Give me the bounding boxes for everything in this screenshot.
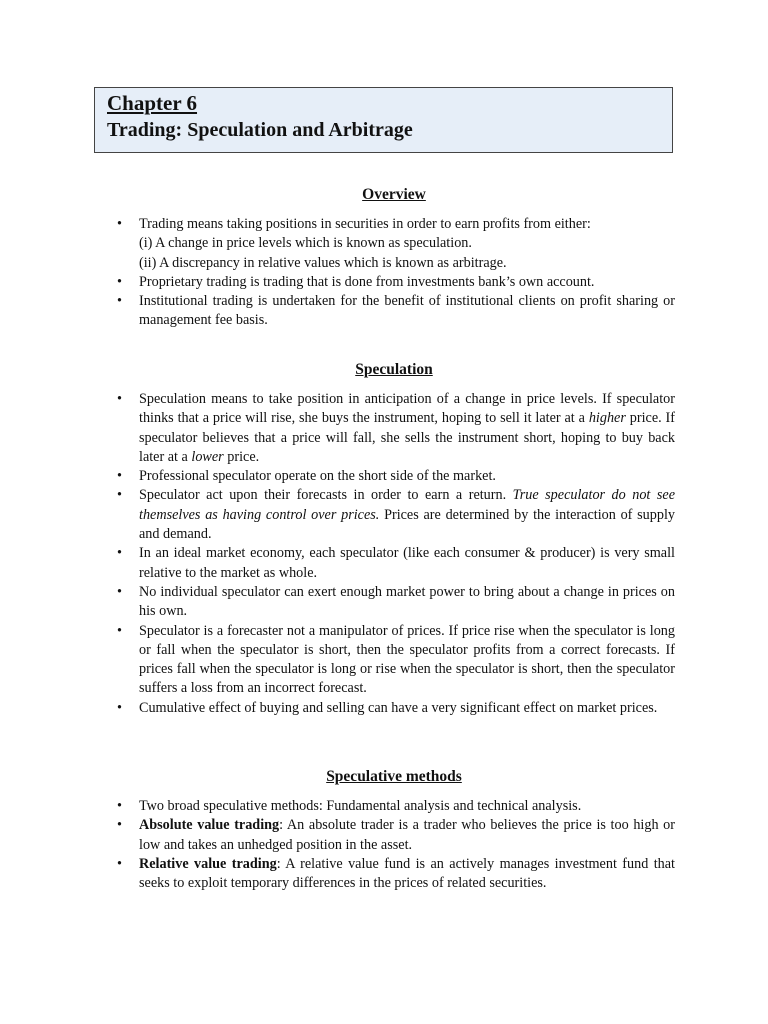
list-item: [113, 816, 675, 855]
chapter-header-box: [94, 87, 673, 153]
list-item: • Cumulative effect of buying and selling can have a very significant effect on market prices.: [113, 699, 675, 718]
list-item: • Two broad speculative methods: Fundamental analysis and technical analysis.: [113, 797, 675, 816]
overview-section: [113, 185, 675, 331]
methods-heading: Speculative methods: [326, 768, 462, 785]
list-item: • In an ideal market economy, each speculator (like each consumer & producer) is very small relative to the market as whole.: [113, 544, 675, 583]
text-run: Speculation means to take position in anticipation of a change in price levels. If speculator thinks that a price will rise, she buys the instrument, hoping to sell it later at a: [139, 391, 675, 427]
chapter-number: Chapter 6: [107, 91, 198, 115]
overview-list: [113, 215, 675, 331]
italic-text: lower: [191, 448, 224, 465]
text-run: : An absolute trader is a trader who believes the price is too high or low and takes an unhedged position in the asset.: [139, 817, 676, 853]
overview-heading: Overview: [362, 186, 426, 203]
list-item: • No individual speculator can exert enough market power to bring about a change in prices on his own.: [113, 583, 675, 622]
methods-section: [113, 767, 675, 893]
text-run: Prices are determined by the interaction of supply and demand.: [139, 506, 675, 543]
italic-text: higher: [588, 410, 626, 427]
list-item: [113, 215, 675, 273]
text-run: Speculator act upon their forecasts in order to earn a return.: [139, 487, 513, 504]
text-run: : A relative value fund is an actively manages investment fund that seeks to exploit temporary differences in the prices of related securities.: [139, 855, 675, 892]
list-item: • Institutional trading is undertaken for the benefit of institutional clients on profit sharing or management fee basis.: [113, 292, 675, 331]
list-item-text: Trading means taking positions in securities in order to earn profits from either:: [139, 216, 591, 232]
bold-term: Absolute value trading: [139, 817, 280, 834]
list-item: [113, 390, 675, 467]
chapter-title: Trading: Speculation and Arbitrage: [107, 119, 413, 141]
list-item: • Professional speculator operate on the short side of the market.: [113, 467, 675, 486]
sub-item: (ii) A discrepancy in relative values which is known as arbitrage.: [139, 254, 507, 271]
speculation-section: [113, 360, 675, 718]
list-item: • Proprietary trading is trading that is done from investments bank’s own account.: [113, 273, 675, 292]
speculation-list: [113, 390, 675, 718]
speculation-heading: Speculation: [355, 361, 433, 378]
methods-list: [113, 797, 675, 893]
text-run: price. If speculator believes that a price will fall, she sells the instrument short, hoping to buy back later at a: [139, 410, 675, 465]
list-item: [113, 486, 675, 544]
sub-item: (i) A change in price levels which is known as speculation.: [139, 235, 472, 252]
italic-text: True speculator do not see themselves as having control over prices.: [139, 487, 675, 523]
list-item: [113, 855, 675, 894]
list-item: • Speculator is a forecaster not a manipulator of prices. If price rise when the speculator is long or fall when the speculator is short, then the speculator profits from a correct forecasts. If prices fall when the speculator is long or rise when the speculator is short, then the speculator suffers a loss from an incorrect forecast.: [113, 622, 675, 699]
text-run: price.: [223, 448, 260, 465]
bold-term: Relative value trading: [139, 855, 277, 872]
